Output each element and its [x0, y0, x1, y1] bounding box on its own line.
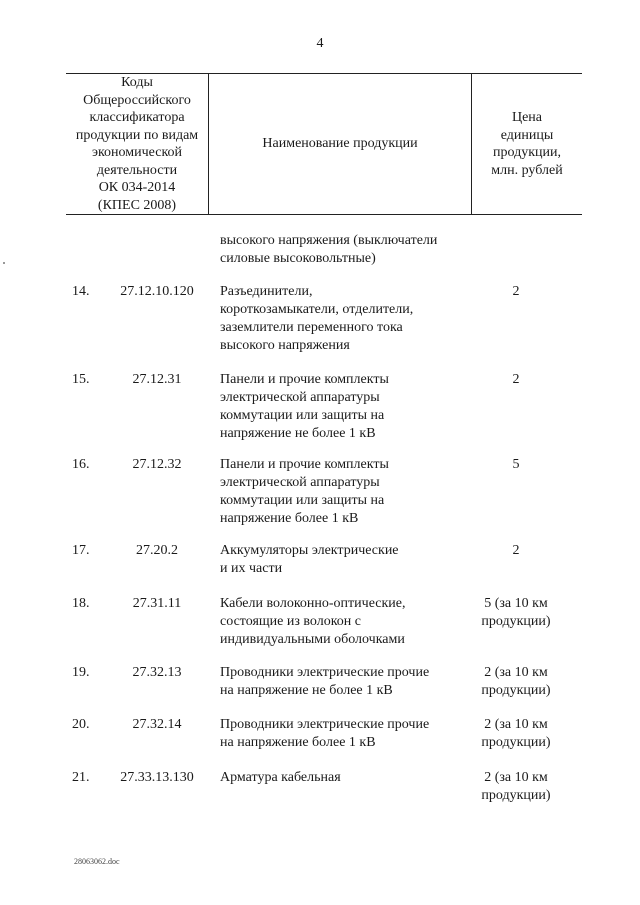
row-product-name: [220, 716, 470, 752]
row-code: 27.12.10.120: [120, 284, 194, 299]
row-price: [470, 664, 562, 700]
name-line: коммутации или защиты на: [220, 408, 385, 423]
name-line: Разъединители,: [220, 284, 313, 299]
row-number: 14.: [72, 284, 90, 299]
row-price: [470, 716, 562, 752]
row-number: 15.: [72, 372, 90, 387]
name-line: напряжение более 1 кВ: [220, 511, 359, 526]
name-line: и их части: [220, 561, 283, 576]
price-line: 2 (за 10 км: [484, 717, 548, 732]
header-codes-line: классификатора: [89, 110, 185, 125]
name-line: электрической аппаратуры: [220, 475, 380, 490]
price-line: 2 (за 10 км: [484, 770, 548, 785]
price-line: 2: [512, 372, 520, 387]
row-product-name: [220, 664, 470, 700]
header-codes-line: экономической: [91, 145, 183, 160]
row-code: 27.32.13: [132, 665, 182, 680]
price-line: 2 (за 10 км: [484, 665, 548, 680]
price-line: продукции): [481, 614, 551, 629]
name-line: Арматура кабельная: [220, 770, 341, 785]
header-codes-line: продукции по видам: [75, 127, 199, 143]
name-line: напряжение не более 1 кВ: [220, 426, 376, 441]
header-codes-line: Коды: [121, 75, 153, 90]
name-line: Кабели волоконно-оптические,: [220, 596, 406, 611]
row-price: [470, 283, 562, 301]
row-price: [470, 769, 562, 805]
row-product-name: [220, 283, 470, 355]
continued-name-line: высокого напряжения (выключатели: [220, 233, 438, 248]
row-number: 16.: [72, 457, 90, 472]
continued-name: [220, 232, 437, 268]
margin-mark: [3, 262, 5, 264]
name-line: электрической аппаратуры: [220, 390, 380, 405]
row-number: 19.: [72, 665, 90, 680]
header-codes-line: деятельности: [96, 162, 178, 178]
header-codes-line: Общероссийского: [83, 92, 191, 108]
row-code: 27.12.31: [132, 372, 182, 387]
row-price: [470, 595, 562, 631]
header-price-line: единицы: [500, 127, 554, 143]
header-price: [472, 74, 582, 214]
table-header: [66, 73, 582, 215]
row-code: 27.31.11: [132, 596, 182, 611]
price-line: 5 (за 10 км: [484, 596, 548, 611]
row-price: [470, 456, 562, 474]
price-line: продукции): [481, 683, 551, 698]
row-code: 27.32.14: [132, 717, 182, 732]
footer-filename: 28063062.doc: [74, 857, 120, 866]
name-line: Аккумуляторы электрические: [220, 543, 399, 558]
header-product-name: Наименование продукции: [262, 136, 418, 152]
header-price-line: млн. рублей: [491, 162, 563, 178]
header-price-line: Цена: [511, 110, 543, 125]
row-product-name: [220, 595, 470, 649]
name-line: Панели и прочие комплекты: [220, 372, 389, 387]
row-price: [470, 371, 562, 389]
row-number: 18.: [72, 596, 90, 611]
name-line: на напряжение более 1 кВ: [220, 735, 376, 750]
price-line: 2: [512, 284, 520, 299]
name-line: заземлители переменного тока: [220, 320, 403, 335]
page-number: 4: [316, 36, 324, 51]
name-line: Панели и прочие комплекты: [220, 457, 389, 472]
header-codes-line: (КПЕС 2008): [97, 197, 177, 213]
header-codes: [66, 74, 208, 214]
row-code: 27.33.13.130: [120, 770, 194, 785]
row-number: 17.: [72, 543, 90, 558]
row-number: 20.: [72, 717, 90, 732]
row-price: [470, 542, 562, 560]
name-line: состоящие из волокон с: [220, 614, 362, 629]
header-price-line: продукции,: [493, 145, 561, 160]
name-line: высокого напряжения: [220, 338, 350, 353]
price-line: продукции): [481, 788, 551, 803]
price-line: 5: [512, 457, 520, 472]
price-line: продукции): [481, 735, 551, 750]
continued-name-line: силовые высоковольтные): [220, 251, 376, 266]
name-line: индивидуальными оболочками: [220, 632, 405, 647]
name-line: Проводники электрические прочие: [220, 717, 430, 732]
row-code: 27.12.32: [132, 457, 182, 472]
header-codes-line: ОК 034-2014: [98, 180, 176, 195]
name-line: Проводники электрические прочие: [220, 665, 430, 680]
row-number: 21.: [72, 770, 90, 785]
row-product-name: [220, 769, 470, 787]
price-line: 2: [512, 543, 520, 558]
row-product-name: [220, 371, 470, 443]
name-line: короткозамыкатели, отделители,: [220, 302, 414, 317]
name-line: коммутации или защиты на: [220, 493, 385, 508]
row-code: 27.20.2: [136, 543, 178, 558]
name-line: на напряжение не более 1 кВ: [220, 683, 393, 698]
row-product-name: [220, 456, 470, 528]
row-product-name: [220, 542, 470, 578]
